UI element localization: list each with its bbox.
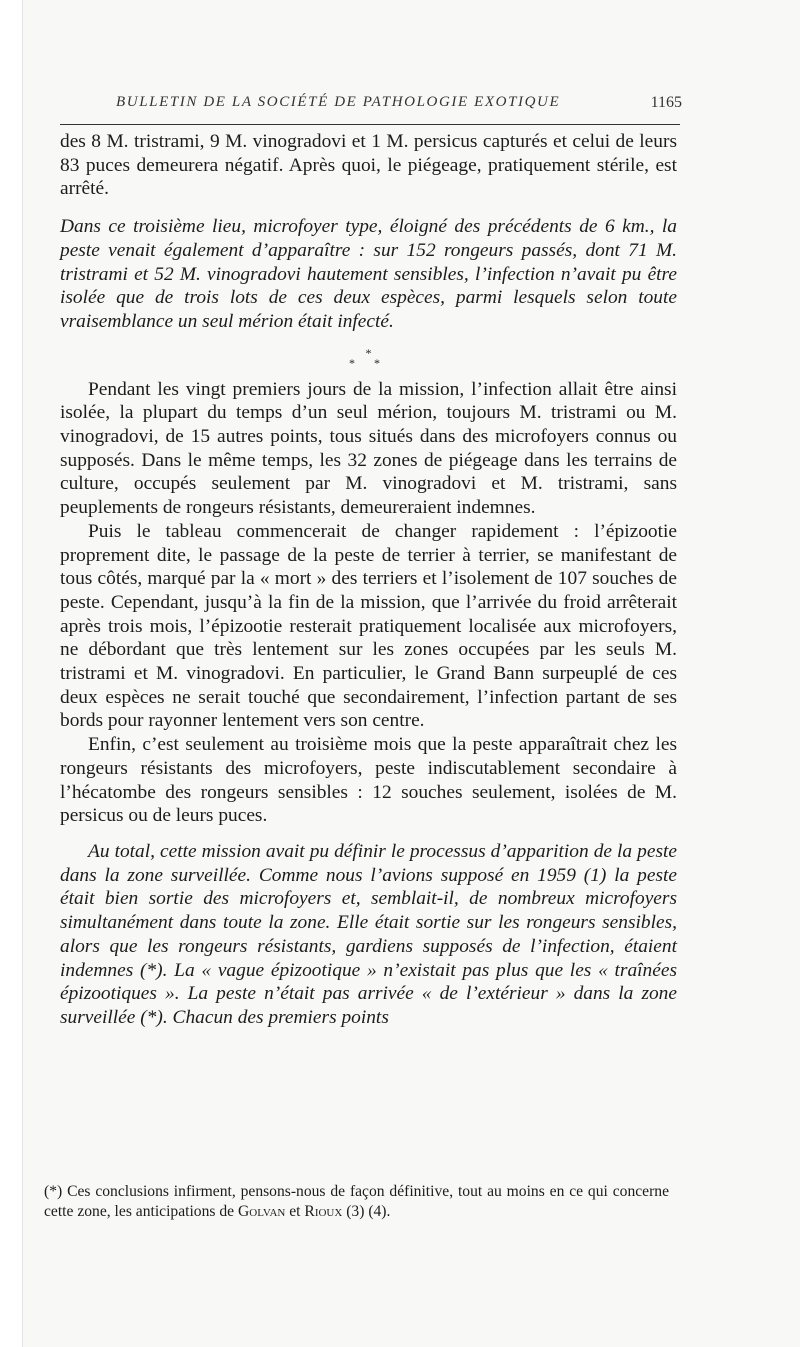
paragraph-1: des 8 M. tristrami, 9 M. vinogradovi et 1 M. persicus capturés et celui de leurs 83 puces demeurera négatif. Après quoi, le piégeage, pratiquement stérile, est arrêté. — [60, 131, 677, 200]
footnote-text: Ces conclusions infirment, pensons-nous de façon définitive, tout au moins en ce qui concerne cette zone, les anticipations de — [44, 1183, 669, 1220]
paragraph-5: Enfin, c’est seulement au troisième mois que la peste apparaîtrait chez les rongeurs résistants des microfoyers, peste indiscutablement secondaire à l’hécatombe des rongeurs sensibles : 12 souches seulement, isolées de M. persicus ou de leurs puces. — [60, 734, 677, 827]
running-header — [116, 94, 682, 111]
paragraph-4: Puis le tableau commencerait de changer rapidement : l’épizootie proprement dite, le passage de la peste de terrier à terrier, se manifestant de tous côtés, marqué par la « mort » des terriers et l’isolement de 107 souches de peste. Cependant, jusqu’à la fin de la mission, que l’arrivée du froid arrêterait après trois mois, l’épizootie resterait pratiquement localisée aux microfoyers, ne débordant que très lentement sur les zones occupées par les seuls M. tristrami et M. vinogradovi. En particulier, le Grand Bann surpeuplé de ces deux espèces ne serait touché que secondairement, l’infection partant de ses bords pour rayonner lentement vers son centre. — [60, 520, 677, 732]
footnote — [44, 1182, 669, 1222]
running-title: BULLETIN DE LA SOCIÉTÉ DE PATHOLOGIE EXOTIQUE — [116, 94, 561, 110]
separator-star-top: * — [365, 345, 372, 360]
footnote-author-golvan: Golvan — [238, 1203, 286, 1220]
separator-stars-bottom: * * — [349, 355, 388, 370]
footnote-marker: (*) — [44, 1183, 63, 1200]
section-separator — [60, 345, 677, 370]
body-text — [60, 130, 677, 1030]
paragraph-6-italic-conclusion: Au total, cette mission avait pu définir le processus d’apparition de la peste dans la zone surveillée. Comme nous l’avions supposé en 1959 (1) la peste était bien sortie des microfoyers et, semblait-il, de nombreux microfoyers simultanément dans toute la zone. Elle était sortie sur les rongeurs sensibles, alors que les rongeurs résistants, gardiens supposés de l’infection, étaient indemnes (*). La « vague épizootique » n’existait pas plus que les « traînées épizootiques ». La peste n’était pas arrivée « de l’extérieur » dans la zone surveillée (*). Chacun des premiers points — [60, 840, 677, 1028]
paragraph-2-italic-summary: Dans ce troisième lieu, microfoyer type, éloigné des précédents de 6 km., la peste venait également d’apparaître : sur 152 rongeurs passés, dont 71 M. tristrami et 52 M. vinogradovi hautement sensibles, l’infection n’avait pu être isolée que de trois lots de ces deux espèces, parmi lesquels selon toute vraisemblance un seul mérion était infecté. — [60, 216, 677, 332]
footnote-references: (3) (4). — [346, 1203, 391, 1220]
page-number: 1165 — [650, 94, 682, 111]
header-rule — [60, 124, 680, 125]
paragraph-3: Pendant les vingt premiers jours de la mission, l’infection allait être ainsi isolée, la plupart du temps d’un seul mérion, toujours M. tristrami ou M. vinogradovi, de 15 autres points, tous situés dans des microfoyers connus ou supposés. Dans le même temps, les 32 zones de piégeage dans les terrains de culture, occupés seulement par M. vinogradovi et M. tristrami, sans peuplements de rongeurs résistants, demeureraient indemnes. — [60, 378, 677, 519]
footnote-author-rioux: Rioux — [304, 1203, 343, 1220]
footnote-conjunction: et — [289, 1203, 301, 1220]
